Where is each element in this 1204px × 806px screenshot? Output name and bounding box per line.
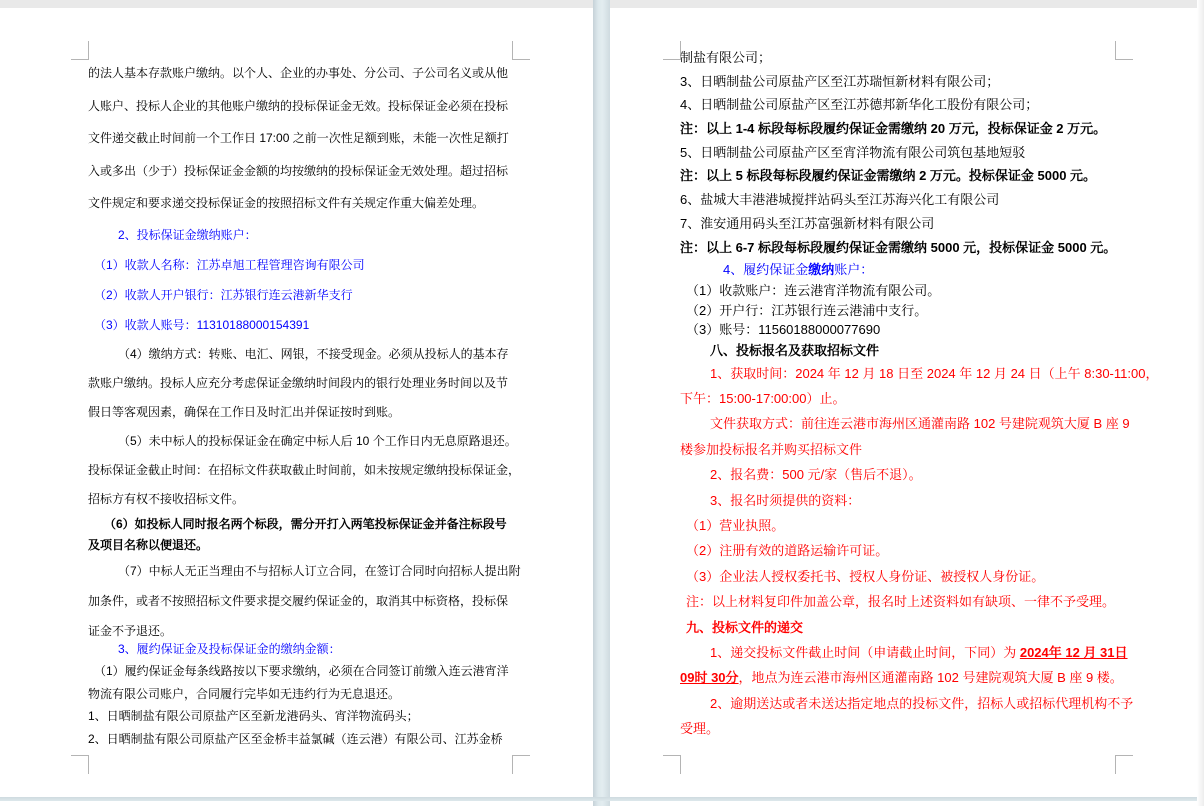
page-right[interactable] [610, 8, 1197, 797]
text-line[interactable]: 假日等客观因素，确保在工作日及时汇出并保证按时到账。 [88, 404, 401, 419]
crop-mark-bottom-right [512, 755, 530, 774]
page-bottom-gap [0, 797, 1204, 801]
section-heading-performance-bond-account[interactable] [680, 259, 1120, 281]
text-line[interactable]: 证金不予退还。 [88, 623, 173, 638]
deadline-text: 1、递交投标文件截止时间（申请截止时间，下同）为 [710, 644, 1020, 660]
text-line[interactable]: 下午：15:00-17:00:00）止。 [680, 391, 846, 407]
text-line[interactable]: （3）账号：11560188000077690 [686, 322, 881, 338]
text-line[interactable]: 款账户缴纳。投标人应充分考虑保证金缴纳时间段内的银行处理业务时间以及节 [88, 375, 509, 390]
text-line[interactable]: 物流有限公司账户，合同履行完毕如无违约行为无息退还。 [88, 686, 401, 701]
text-line[interactable]: （2）开户行：江苏银行连云港浦中支行。 [686, 302, 928, 318]
text-line[interactable]: （1）履约保证金每条线路按以下要求缴纳，必须在合同签订前缴入连云港宵洋 [94, 664, 509, 678]
section-heading-security-amounts[interactable]: 3、履约保证金及投标保证金的缴纳金额： [118, 641, 341, 656]
crop-mark-top-left [663, 41, 681, 60]
text-line[interactable]: 楼参加投标报名并购买招标文件 [680, 441, 863, 457]
text-line[interactable]: （6）如投标人同时报名两个标段，需分开打入两笔投标保证金并备注标段号 [104, 516, 507, 531]
text-line[interactable]: 3、报名时须提供的资料： [710, 492, 861, 508]
text-line[interactable]: 2、日晒制盐有限公司原盐产区至金桥丰益氯碱（连云港）有限公司、江苏金桥 [88, 731, 503, 746]
page-left-content [88, 57, 520, 750]
text-line[interactable]: 5、日晒制盐公司原盐产区至宵洋物流有限公司筑包基地短驳 [680, 144, 1026, 160]
section-heading-bid-submission[interactable]: 九、投标文件的递交 [686, 619, 804, 635]
deadline-time: 09时 30分 [680, 670, 739, 686]
text-line[interactable]: 加条件，或者不按照招标文件要求提交履约保证金的，取消其中标资格，投标保 [88, 593, 509, 608]
text-line[interactable]: （2）注册有效的道路运输许可证。 [686, 543, 889, 559]
text-line[interactable]: 2、逾期送达或者未送达指定地点的投标文件，招标人或招标代理机构不予 [710, 695, 1134, 711]
text-line[interactable]: 文件递交截止时间前一个工作日 17:00 之前一次性足额到账，未能一次性足额打 [88, 131, 509, 145]
heading-text: 4、履约保证金 [723, 262, 809, 278]
text-line[interactable]: 3、日晒制盐公司原盐产区至江苏瑞恒新材料有限公司； [680, 73, 1000, 89]
page-gap [593, 0, 610, 806]
text-line[interactable]: 制盐有限公司； [680, 50, 772, 65]
text-line[interactable]: 招标方有权不接收招标文件。 [88, 491, 245, 506]
note-line[interactable]: 注：以上 1-4 标段每标段履约保证金需缴纳 20 万元，投标保证金 2 万元。 [680, 121, 1107, 137]
text-line[interactable]: 投标保证金截止时间：在招标文件获取截止时间前，如未按规定缴纳投标保证金， [88, 462, 521, 477]
text-line[interactable]: 7、淮安通用码头至江苏富强新材料有限公司 [680, 215, 935, 231]
text-line[interactable]: （3）收款人账号：11310188000154391 [94, 317, 310, 332]
text-line[interactable]: 2、报名费：500 元/家（售后不退）。 [710, 467, 922, 483]
text-line[interactable]: 受理。 [680, 721, 720, 737]
deadline-location: ，地点为连云港市海州区通灌南路 102 号建院观筑大厦 B 座 9 楼。 [738, 670, 1123, 686]
text-line[interactable]: （7）中标人无正当理由不与招标人订立合同，在签订合同时向招标人提出附 [118, 563, 521, 578]
text-line[interactable]: 的法人基本存款账户缴纳。以个人、企业的办事处、分公司、子公司名义或从他 [88, 66, 509, 80]
text-line[interactable] [680, 640, 1128, 665]
crop-mark-bottom-left [71, 755, 89, 774]
crop-mark-bottom-right [1115, 755, 1133, 774]
heading-text: 账户： [834, 262, 874, 278]
text-line[interactable]: （3）企业法人授权委托书、授权人身份证、被授权人身份证。 [686, 568, 1045, 584]
note-line[interactable]: 注：以上 6-7 标段每标段履约保证金需缴纳 5000 元，投标保证金 5000 元。 [680, 239, 1117, 255]
text-line[interactable]: （1）收款账户：连云港宵洋物流有限公司。 [686, 283, 941, 299]
section-heading-bid-security-account[interactable]: 2、投标保证金缴纳账户： [118, 227, 257, 242]
text-line[interactable]: 1、日晒制盐有限公司原盐产区至新龙港码头、宵洋物流码头； [88, 709, 419, 723]
text-line[interactable]: （1）收款人名称：江苏卓旭工程管理咨询有限公司 [94, 257, 365, 272]
text-line[interactable]: 文件规定和要求递交投标保证金的按照招标文件有关规定作重大偏差处理。 [88, 196, 485, 210]
text-line[interactable]: 1、获取时间：2024 年 12 月 18 日至 2024 年 12 月 24 日（上午 8:30-11:00， [710, 365, 1159, 381]
note-line[interactable]: 注：以上 5 标段每标段履约保证金需缴纳 2 万元。投标保证金 5000 元。 [680, 168, 1097, 184]
page-left[interactable] [0, 8, 593, 797]
crop-mark-bottom-left [663, 755, 681, 774]
section-heading-registration[interactable]: 八、投标报名及获取招标文件 [710, 342, 880, 358]
text-line[interactable]: 入或多出（少于）投标保证金金额的均按缴纳的投标保证金无效处理。超过招标 [88, 163, 509, 178]
note-line[interactable]: 注：以上材料复印件加盖公章，报名时上述资料如有缺项、一律不予受理。 [686, 594, 1116, 610]
crop-mark-top-left [71, 41, 89, 60]
heading-text-bold: 缴纳 [808, 262, 835, 278]
text-line[interactable]: （4）缴纳方式：转账、电汇、网银，不接受现金。必须从投标人的基本存 [118, 346, 509, 361]
text-line[interactable]: 人账户、投标人企业的其他账户缴纳的投标保证金无效。投标保证金必须在投标 [88, 98, 509, 113]
page-right-content [680, 46, 1159, 742]
text-line[interactable]: 6、盐城大丰港港城搅拌站码头至江苏海兴化工有限公司 [680, 192, 1000, 208]
text-line[interactable]: 4、日晒制盐公司原盐产区至江苏德邦新华化工股份有限公司； [680, 97, 1039, 113]
text-line[interactable]: （2）收款人开户银行：江苏银行连云港新华支行 [94, 287, 353, 302]
text-line[interactable]: 文件获取方式：前往连云港市海州区通灌南路 102 号建院观筑大厦 B 座 9 [710, 416, 1130, 432]
text-line[interactable]: 及项目名称以便退还。 [88, 537, 209, 552]
text-line[interactable]: （5）未中标人的投标保证金在确定中标人后 10 个工作日内无息原路退还。 [118, 433, 517, 448]
deadline-date: 2024年 12 月 31日 [1019, 644, 1128, 660]
page-right-edge-shadow [1197, 0, 1204, 806]
text-line[interactable]: （1）营业执照。 [686, 518, 785, 534]
text-line[interactable] [680, 665, 1123, 690]
